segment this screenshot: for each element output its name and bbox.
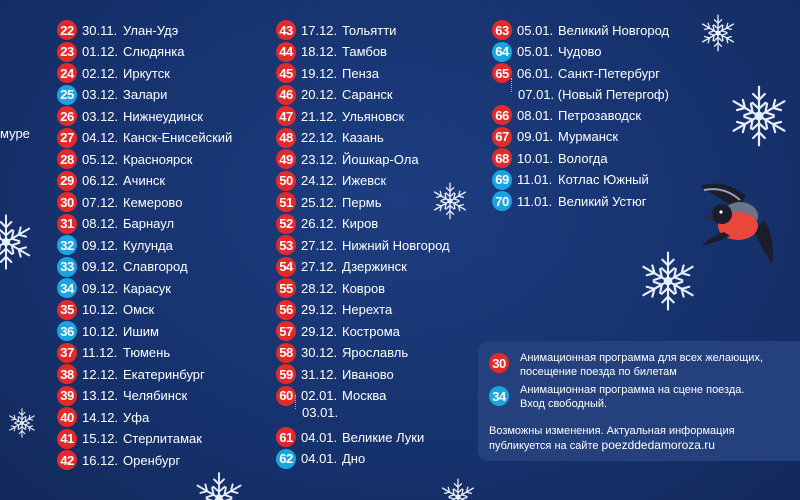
schedule-row [276, 427, 424, 447]
stop-city: Великий Устюг [558, 193, 647, 209]
stop-date: 06.12. [82, 173, 119, 188]
stop-date: 11.01. [517, 172, 553, 187]
stop-date: 11.12. [82, 345, 118, 360]
legend-note-2 [489, 438, 715, 453]
stop-city: Улан-Удэ [123, 22, 179, 38]
stop-city: Красноярск [123, 151, 193, 167]
stop-number-badge: 23 [57, 42, 77, 62]
extra-date-peterhof: 07.01. (Новый Петергоф) [518, 87, 669, 102]
stop-date: 04.01. [301, 451, 338, 466]
stop-city: Вологда [558, 150, 608, 166]
stop-city: Славгород [123, 259, 188, 274]
stop-number-badge: 49 [276, 149, 296, 169]
schedule-row [276, 321, 400, 341]
stop-number-badge: 47 [276, 106, 296, 126]
schedule-row [276, 171, 386, 191]
stop-date: 28.12. [301, 280, 338, 296]
snowflake-icon [430, 181, 470, 221]
stop-date: 05.12. [82, 151, 119, 167]
stop-date: 03.12. [82, 87, 119, 102]
schedule-row [276, 106, 404, 126]
schedule-row [57, 192, 182, 212]
stop-city: Йошкар-Ола [342, 151, 419, 167]
stop-city: Санкт-Петербург [558, 65, 660, 81]
stop-city: Пенза [342, 65, 379, 81]
stop-city: Кемерово [123, 194, 183, 210]
stop-date: 24.12. [301, 173, 338, 188]
stop-number-badge: 70 [492, 191, 512, 211]
schedule-row [57, 257, 188, 277]
stop-date: 29.12. [301, 323, 338, 339]
schedule-row [57, 278, 171, 298]
stop-number-badge: 32 [57, 235, 77, 255]
schedule-row [492, 127, 618, 147]
stop-date: 10.12. [82, 323, 119, 339]
stop-city: Мурманск [558, 129, 619, 144]
stop-number-badge: 29 [57, 171, 77, 191]
stop-date: 20.12. [301, 87, 338, 102]
stop-number-badge: 40 [57, 407, 77, 427]
stop-number-badge: 33 [57, 257, 77, 277]
stop-city: Екатеринбург [123, 366, 205, 382]
stop-city: Дно [342, 451, 366, 466]
stop-city: Киров [342, 216, 379, 231]
stop-date: 08.12. [82, 216, 119, 231]
stop-date: 02.12. [82, 65, 119, 81]
stop-city: Канск-Енисейский [123, 130, 233, 145]
stop-city: Тольятти [342, 22, 397, 38]
schedule-row [492, 170, 649, 190]
stop-number-badge: 27 [57, 128, 77, 148]
stop-number-badge: 53 [276, 235, 296, 255]
stop-number-badge: 57 [276, 321, 296, 341]
stop-number-badge: 58 [276, 343, 296, 363]
stop-date: 11.01. [517, 193, 553, 209]
schedule-row [276, 192, 382, 212]
stop-number-badge: 45 [276, 63, 296, 83]
stop-number-badge: 55 [276, 278, 296, 298]
date-connector [511, 78, 512, 92]
stop-number-badge: 31 [57, 214, 77, 234]
schedule-row [492, 63, 660, 83]
stop-number-badge: 37 [57, 343, 77, 363]
stop-date: 04.12. [82, 130, 119, 145]
schedule-row [57, 149, 192, 169]
stop-date: 10.01. [517, 150, 554, 166]
stop-number-badge: 69 [492, 170, 512, 190]
stop-city: Ачинск [123, 173, 166, 188]
stop-city: Ижевск [342, 173, 387, 188]
stop-city: Дзержинск [342, 259, 407, 274]
stop-city: Пермь [342, 194, 382, 210]
schedule-row [57, 171, 165, 191]
stop-number-badge: 67 [492, 127, 512, 147]
stop-number-badge: 34 [57, 278, 77, 298]
stop-date: 03.12. [82, 108, 119, 124]
snowflake-icon [191, 470, 247, 500]
cut-off-text: муре [0, 126, 30, 141]
stop-date: 18.12. [301, 44, 338, 59]
schedule-row [276, 386, 386, 406]
stop-city: Тюмень [123, 345, 171, 360]
schedule-row [276, 278, 385, 298]
schedule-row [57, 42, 184, 62]
stop-city: Нижний Новгород [342, 237, 450, 253]
stop-number-badge: 56 [276, 300, 296, 320]
schedule-row [276, 149, 419, 169]
stop-date: 22.12. [301, 130, 338, 145]
legend-panel [478, 341, 800, 461]
schedule-row [57, 429, 202, 449]
stop-number-badge: 50 [276, 171, 296, 191]
stop-city: Чудово [558, 44, 602, 59]
stop-date: 08.01. [517, 107, 554, 123]
stop-city: Кострома [342, 323, 400, 339]
schedule-row [57, 450, 180, 470]
stop-date: 12.12. [82, 366, 119, 382]
schedule-row [57, 386, 187, 406]
stop-number-badge: 30 [57, 192, 77, 212]
schedule-row [57, 300, 154, 320]
stop-date: 21.12. [301, 108, 338, 124]
schedule-row [492, 148, 608, 168]
stop-number-badge: 46 [276, 85, 296, 105]
stop-date: 07.12. [82, 194, 119, 210]
schedule-row [57, 364, 205, 384]
stop-number-badge: 48 [276, 128, 296, 148]
stop-date: 27.12. [301, 259, 338, 274]
stop-date: 10.12. [82, 302, 119, 317]
schedule-row [492, 20, 669, 40]
stop-number-badge: 60 [276, 386, 296, 406]
stop-number-badge: 42 [57, 450, 77, 470]
stop-number-badge: 59 [276, 364, 296, 384]
stop-date: 30.12. [301, 345, 338, 360]
stop-number-badge: 51 [276, 192, 296, 212]
legend-blue-text-2: Вход свободный. [520, 398, 608, 410]
schedule-row [276, 214, 378, 234]
schedule-row [276, 235, 450, 255]
stop-date: 06.01. [517, 65, 554, 81]
stop-number-badge: 43 [276, 20, 296, 40]
stop-number-badge: 36 [57, 321, 77, 341]
stop-number-badge: 35 [57, 300, 77, 320]
stop-date: 09.12. [82, 280, 119, 296]
stop-date: 19.12. [301, 65, 338, 81]
schedule-row [57, 128, 232, 148]
stop-city: Тамбов [342, 44, 387, 59]
schedule-row [492, 105, 641, 125]
stop-number-badge: 22 [57, 20, 77, 40]
stop-date: 16.12. [82, 452, 119, 468]
stop-number-badge: 28 [57, 149, 77, 169]
schedule-row [57, 20, 178, 40]
legend-blue-text-1: Анимационная программа на сцене поезда. [520, 384, 745, 396]
stop-city: Великие Луки [342, 429, 425, 445]
stop-city: Саранск [342, 87, 393, 102]
stop-date: 26.12. [301, 216, 338, 231]
date-connector [295, 395, 296, 409]
stop-city: Ковров [342, 280, 386, 296]
schedule-row [57, 235, 173, 255]
stop-city: Стерлитамак [123, 431, 202, 446]
legend-red-badge: 30 [489, 353, 509, 373]
stop-city: Ишим [123, 323, 159, 339]
schedule-row [57, 407, 149, 427]
schedule-row [57, 63, 170, 83]
stop-city: Великий Новгород [558, 22, 670, 38]
stop-date: 15.12. [82, 431, 119, 446]
stop-number-badge: 41 [57, 429, 77, 449]
stop-city: Нерехта [342, 302, 393, 317]
stop-city: Уфа [123, 409, 150, 425]
stop-number-badge: 54 [276, 257, 296, 277]
schedule-row [276, 128, 384, 148]
stop-city: Иваново [342, 366, 394, 382]
schedule-row [276, 364, 394, 384]
stop-city: Москва [342, 388, 387, 403]
stop-date: 31.12. [301, 366, 338, 382]
extra-date-moscow: 03.01. [302, 405, 339, 420]
stop-date: 29.12. [301, 302, 338, 317]
legend-blue-badge: 34 [489, 386, 509, 406]
schedule-row [57, 106, 203, 126]
stop-number-badge: 24 [57, 63, 77, 83]
stop-number-badge: 25 [57, 85, 77, 105]
stop-city: Залари [123, 87, 168, 102]
stop-number-badge: 64 [492, 42, 512, 62]
stop-date: 25.12. [301, 194, 338, 210]
schedule-row [276, 300, 392, 320]
schedule-row [276, 257, 407, 277]
stop-number-badge: 62 [276, 449, 296, 469]
stop-date: 05.01. [517, 44, 554, 59]
stop-city: Оренбург [123, 452, 181, 468]
stop-city: Слюдянка [123, 44, 185, 59]
legend-red-text-1: Анимационная программа для всех желающих, [520, 352, 763, 364]
stop-date: 17.12. [301, 22, 338, 38]
stop-number-badge: 66 [492, 105, 512, 125]
stop-date: 09.01. [517, 129, 554, 144]
stop-city: Котлас Южный [558, 172, 649, 187]
stop-number-badge: 61 [276, 427, 296, 447]
legend-red-text-2: посещение поезда по билетам [520, 366, 677, 378]
schedule-row [57, 321, 159, 341]
schedule-row [492, 42, 602, 62]
stop-date: 14.12. [82, 409, 119, 425]
legend-note-1: Возможны изменения. Актуальная информация [489, 425, 735, 437]
schedule-row [276, 449, 365, 469]
schedule-row [276, 63, 379, 83]
stop-city: Нижнеудинск [123, 108, 203, 124]
schedule-row [276, 343, 408, 363]
snowflake-icon [6, 407, 38, 439]
snowflake-icon [698, 13, 738, 53]
stop-date: 09.12. [82, 237, 119, 253]
site-link[interactable]: poezddedamoroza.ru [601, 438, 715, 452]
schedule-row [276, 85, 393, 105]
stop-number-badge: 63 [492, 20, 512, 40]
stop-date: 04.01. [301, 429, 338, 445]
schedule-row [57, 214, 174, 234]
stop-date: 27.12. [301, 237, 338, 253]
stop-number-badge: 44 [276, 42, 296, 62]
stop-number-badge: 38 [57, 364, 77, 384]
stop-number-badge: 39 [57, 386, 77, 406]
snowflake-icon [0, 212, 36, 272]
stop-city: Омск [123, 302, 155, 317]
stop-date: 02.01. [301, 388, 338, 403]
schedule-row [492, 191, 646, 211]
schedule-row [276, 20, 396, 40]
stop-date: 05.01. [517, 22, 554, 38]
stop-date: 01.12. [82, 44, 119, 59]
bullfinch-bird-icon [694, 176, 778, 266]
schedule-row [57, 343, 170, 363]
stop-city: Петрозаводск [558, 107, 642, 123]
stop-number-badge: 68 [492, 148, 512, 168]
stop-city: Барнаул [123, 216, 175, 231]
stop-date: 13.12. [82, 388, 119, 403]
stop-city: Карасук [123, 280, 171, 296]
stop-city: Иркутск [123, 65, 170, 81]
stop-city: Кулунда [123, 237, 173, 253]
stop-city: Ярославль [342, 345, 409, 360]
stop-date: 09.12. [82, 259, 119, 274]
stop-number-badge: 26 [57, 106, 77, 126]
snowflake-icon [726, 83, 792, 149]
schedule-row [57, 85, 167, 105]
legend-note-2-text: публикуется на сайте [489, 440, 599, 452]
stop-city: Казань [342, 130, 384, 145]
stop-number-badge: 52 [276, 214, 296, 234]
schedule-row [276, 42, 387, 62]
stop-date: 23.12. [301, 151, 338, 167]
stop-date: 30.11. [82, 22, 118, 38]
stop-number-badge: 65 [492, 63, 512, 83]
snowflake-icon [438, 477, 478, 500]
stop-city: Ульяновск [342, 108, 405, 124]
snowflake-icon [636, 249, 700, 313]
stop-city: Челябинск [123, 388, 188, 403]
